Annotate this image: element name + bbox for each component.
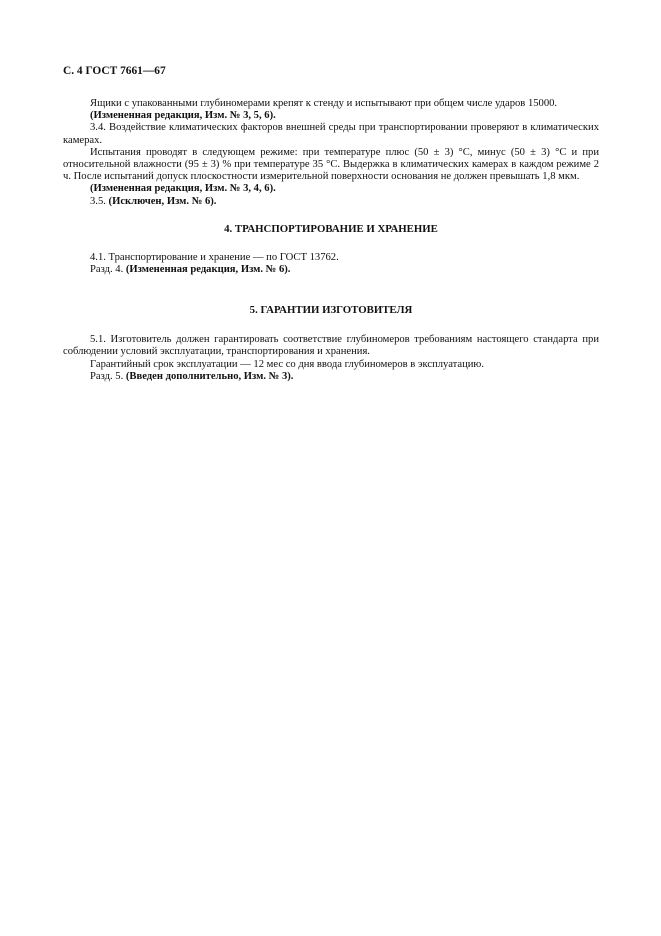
section-ref: Разд. 4.	[90, 264, 124, 276]
amendment-note: (Измененная редакция, Изм. № 3, 4, 6).	[90, 183, 276, 195]
section-ref: Разд. 5.	[90, 370, 124, 382]
section-5-heading: 5. ГАРАНТИИ ИЗГОТОВИТЕЛЯ	[249, 304, 413, 317]
amendment-note: (Измененная редакция, Изм. № 3, 5, 6).	[90, 110, 276, 122]
section-4-body	[63, 252, 599, 276]
paragraph-5-1: 5.1. Изготовитель должен гарантировать соответствие глубиномеров требованиям настоящего стандарта при соблюдении условий эксплуатации, транспортирования и хранения.	[63, 334, 599, 358]
paragraph-3-5	[63, 196, 599, 208]
amendment-note: (Измененная редакция, Изм. № 6).	[125, 264, 291, 276]
document-page	[63, 64, 599, 383]
clause-number: 3.5.	[90, 195, 106, 207]
running-title: С. 4 ГОСТ 7661—67	[63, 65, 166, 77]
paragraph-box-testing: Ящики с упакованными глубиномерами крепят к стенду и испытывают при общем числе ударов 15000.	[90, 98, 558, 109]
paragraph-warranty-period: Гарантийный срок эксплуатации — 12 мес со дня ввода глубиномеров в эксплуатацию.	[90, 358, 484, 370]
paragraph-3-4: 3.4. Воздействие климатических факторов внешней среды при транспортировании проверяют в климатических камерах.	[63, 122, 599, 146]
paragraph-test-mode: Испытания проводят в следующем режиме: при температуре плюс (50 ± 3) °С, минус (50 ± 3) °С и при относительной влажности (95 ± 3) % при температуре 35 °С. Выдержка в климатических камерах в каждом режиме 2 ч. После испытаний допуск плоскостности измерительной поверхности основания не должен превышать 1,8 мкм.	[63, 146, 599, 183]
amendment-note: (Введен дополнительно, Изм. № 3).	[125, 370, 294, 382]
excluded-note: (Исключен, Изм. № 6).	[108, 195, 217, 207]
paragraph-4-1: 4.1. Транспортирование и хранение — по ГОСТ 13762.	[90, 251, 339, 263]
section-5-body	[63, 334, 599, 383]
section-4-heading: 4. ТРАНСПОРТИРОВАНИЕ И ХРАНЕНИЕ	[224, 222, 438, 235]
section-4-amendment	[63, 264, 599, 276]
section-3-continuation	[63, 98, 599, 208]
section-5-amendment	[63, 371, 599, 383]
